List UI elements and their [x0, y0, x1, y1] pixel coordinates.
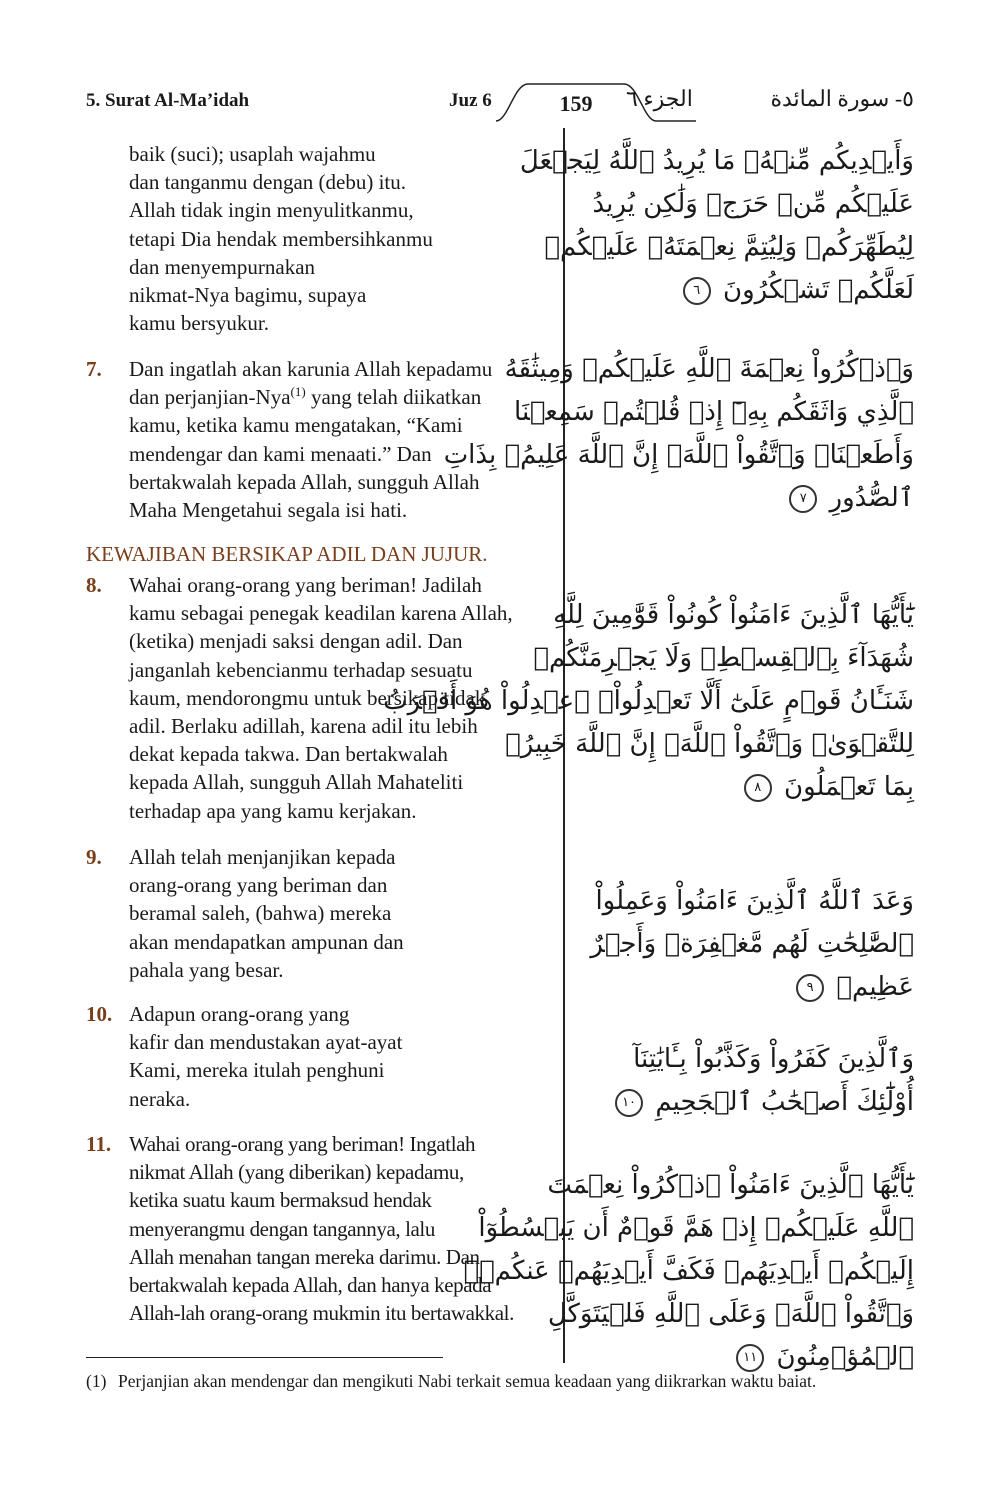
- arabic-line: وَعَدَ ٱللَّهُ ٱلَّذِينَ ءَامَنُواْ وَعَمِلُواْ: [595, 886, 914, 916]
- footnote-reference: (1): [290, 384, 306, 400]
- ayah-9-arabic: [578, 880, 914, 1020]
- translation-text: yang telah diikatkan: [305, 385, 482, 410]
- translation-line: ketika suatu kaum bermaksud hendak: [129, 1188, 432, 1213]
- arabic-text: ٱلۡمُؤۡمِنُونَ: [776, 1342, 914, 1372]
- page-header: [86, 82, 914, 122]
- translation-line: neraka.: [129, 1086, 191, 1111]
- arabic-line: وَأَيۡدِيكُم مِّنۡهُۚ مَا يُرِيدُ ٱللَّهُ لِيَجۡعَلَ: [519, 146, 914, 176]
- ayah-8-arabic: [383, 594, 914, 822]
- section-heading: KEWAJIBAN BERSIKAP ADIL DAN JUJUR.: [86, 542, 488, 566]
- arabic-line: يَٰٓأَيُّهَا ٱلَّذِينَ ءَامَنُواْ كُونُواْ قَوَّٰمِينَ لِلَّهِ: [553, 600, 914, 630]
- translation-line: Maha Mengetahui segala isi hati.: [129, 498, 408, 523]
- arabic-line: ٱلَّذِي وَاثَقَكُم بِهِۦٓ إِذۡ قُلۡتُمۡ سَمِعۡنَا: [514, 397, 914, 427]
- translation-column: [86, 140, 554, 1328]
- ayah-7-arabic: [443, 348, 914, 528]
- arabic-line: ٱلصَّٰلِحَٰتِ لَهُم مَّغۡفِرَةٞ وَأَجۡرٌ: [590, 929, 914, 959]
- ayah-end-marker: ١٠: [615, 1089, 643, 1117]
- translation-line: dekat kepada takwa. Dan bertakwalah: [129, 742, 448, 767]
- translation-line: mendengar dan kami menaati.” Dan: [129, 441, 432, 466]
- translation-line: janganlah kebencianmu terhadap sesuatu: [129, 657, 473, 682]
- translation-line: tetapi Dia hendak membersihkanmu: [129, 226, 433, 251]
- ayah-end-marker: ١١: [736, 1344, 764, 1372]
- footnote-text: Perjanjian akan mendengar dan mengikuti Nabi terkait semua keadaan yang diikrarkan waktu baiat.: [118, 1371, 817, 1391]
- translation-line: kamu bersyukur.: [129, 311, 269, 336]
- arabic-text: أُوْلَٰٓئِكَ أَصۡحَٰبُ ٱلۡجَحِيمِ: [655, 1087, 914, 1117]
- verse-6-continuation: [86, 140, 554, 338]
- verse-10-translation: [86, 1000, 554, 1113]
- arabic-line: لِيُطَهِّرَكُمۡ وَلِيُتِمَّ نِعۡمَتَهُۥ عَلَيۡكُمۡ: [544, 232, 914, 262]
- footnote: [86, 1370, 914, 1393]
- translation-text: dan perjanjian-Nya: [129, 385, 291, 410]
- translation-line: Allah menahan tangan mereka darimu. Dan: [129, 1244, 480, 1269]
- arabic-line: إِلَيۡكُمۡ أَيۡدِيَهُمۡ فَكَفَّ أَيۡدِيَهُمۡ عَنكُمۡۖ: [463, 1256, 914, 1286]
- translation-line: menyerangmu dengan tangannya, lalu: [129, 1216, 435, 1241]
- surah-name-arabic: ٥- سورة المائدة: [770, 86, 914, 111]
- arabic-line: [578, 1081, 914, 1124]
- arabic-line: شَنَـَٔانُ قَوۡمٍ عَلَىٰٓ أَلَّا تَعۡدِلُواْۚ ٱعۡدِلُواْ هُوَ أَقۡرَبُ: [383, 686, 914, 716]
- arabic-line: ٱللَّهِ عَلَيۡكُمۡ إِذۡ هَمَّ قَوۡمٌ أَن يَبۡسُطُوٓاْ: [478, 1213, 914, 1243]
- arabic-line: شُهَدَآءَ بِٱلۡقِسۡطِۖ وَلَا يَجۡرِمَنَّكُمۡ: [533, 643, 914, 673]
- translation-line: nikmat Allah (yang diberikan) kepadamu,: [129, 1160, 464, 1185]
- translation-line: beramal saleh, (bahwa) mereka: [129, 901, 392, 926]
- arabic-line: وَٱلَّذِينَ كَفَرُواْ وَكَذَّبُواْ بِـَٔايَٰتِنَآ: [633, 1044, 914, 1074]
- translation-line: Wahai orang-orang yang beriman! Jadilah: [129, 573, 482, 597]
- arabic-line: لِلتَّقۡوَىٰۖ وَٱتَّقُواْ ٱللَّهَۚ إِنَّ ٱللَّهَ خَبِيرُۢ: [505, 729, 914, 759]
- ayah-11-arabic: [463, 1164, 914, 1384]
- translation-line: Allah-lah orang-orang mukmin itu bertawakkal.: [129, 1301, 514, 1326]
- translation-line: orang-orang yang beriman dan: [129, 873, 388, 898]
- translation-line: Allah tidak ingin menyulitkanmu,: [129, 198, 414, 223]
- verse-number: 11.: [86, 1132, 112, 1156]
- translation-line: bertakwalah kepada Allah, dan hanya kepada: [129, 1273, 492, 1298]
- ayah-end-marker: ٩: [796, 974, 824, 1002]
- ayah-end-marker: ٨: [744, 774, 772, 802]
- ayah-end-marker: ٦: [683, 277, 711, 305]
- page-number: 159: [559, 91, 593, 116]
- translation-line: [129, 383, 554, 411]
- arabic-text: عَظِيمٞ: [836, 972, 914, 1002]
- surah-name-latin: 5. Surat Al-Ma’idah: [86, 90, 250, 111]
- arabic-line: [578, 269, 914, 312]
- arabic-text: ٱلصُّدُورِ: [829, 483, 914, 513]
- verse-number: 7.: [86, 357, 102, 381]
- verse-number: 10.: [86, 1002, 113, 1026]
- footnote-separator: [86, 1357, 443, 1358]
- arabic-line: [578, 966, 914, 1009]
- translation-line: Dan ingatlah akan karunia Allah kepadamu: [129, 357, 493, 381]
- translation-line: Wahai orang-orang yang beriman! Ingatlah: [129, 1132, 476, 1156]
- ayah-end-marker: ٧: [789, 485, 817, 513]
- ayah-6-arabic: [519, 140, 914, 320]
- juz-label-latin: Juz 6: [449, 90, 492, 111]
- arabic-text: بِمَا تَعۡمَلُونَ: [784, 772, 914, 802]
- ayah-10-arabic: [578, 1038, 914, 1138]
- translation-line: terhadap apa yang kamu kerjakan.: [129, 798, 417, 823]
- arabic-line: وَٱذۡكُرُواْ نِعۡمَةَ ٱللَّهِ عَلَيۡكُمۡ وَمِيثَٰقَهُ: [504, 354, 914, 384]
- translation-line: adil. Berlaku adillah, karena adil itu lebih: [129, 714, 478, 739]
- translation-line: baik (suci); usaplah wajahmu: [129, 142, 376, 166]
- verse-number: 8.: [86, 573, 102, 597]
- translation-line: kamu sebagai penegak keadilan karena Allah,: [129, 601, 513, 626]
- translation-line: dan tanganmu dengan (debu) itu.: [129, 170, 406, 195]
- translation-line: kepada Allah, sungguh Allah Mahateliti: [129, 770, 464, 795]
- translation-line: pahala yang besar.: [129, 957, 284, 982]
- footnote-marker: (1): [86, 1371, 107, 1391]
- arabic-line: عَلَيۡكُم مِّنۡ حَرَجٖ وَلَٰكِن يُرِيدُ: [592, 189, 914, 219]
- translation-line: bertakwalah kepada Allah, sungguh Allah: [129, 469, 480, 494]
- translation-line: (ketika) menjadi saksi dengan adil. Dan: [129, 629, 463, 654]
- arabic-line: يَٰٓأَيُّهَا ٱلَّذِينَ ءَامَنُواْ ٱذۡكُرُواْ نِعۡمَتَ: [547, 1170, 914, 1200]
- verse-number: 9.: [86, 845, 102, 869]
- arabic-line: وَأَطَعۡنَاۖ وَٱتَّقُواْ ٱللَّهَۚ إِنَّ ٱللَّهَ عَلِيمُۢ بِذَاتِ: [443, 440, 914, 470]
- arabic-line: وَٱتَّقُواْ ٱللَّهَۚ وَعَلَى ٱللَّهِ فَلۡيَتَوَكَّلِ: [547, 1299, 914, 1329]
- arabic-line: [578, 477, 914, 520]
- translation-line: Adapun orang-orang yang: [129, 1002, 350, 1026]
- translation-line: nikmat-Nya bagimu, supaya: [129, 283, 367, 308]
- translation-line: kamu, ketika kamu mengatakan, “Kami: [129, 413, 463, 438]
- translation-line: akan mendapatkan ampunan dan: [129, 929, 404, 954]
- arabic-text: لَعَلَّكُمۡ تَشۡكُرُونَ: [723, 275, 914, 305]
- arabic-line: [578, 766, 914, 809]
- translation-line: dan menyempurnakan: [129, 254, 316, 279]
- juz-label-arabic: الجزء ٦: [626, 86, 693, 111]
- translation-line: Kami, mereka itulah penghuni: [129, 1058, 385, 1083]
- verse-9-translation: [86, 843, 554, 985]
- translation-line: kafir dan mendustakan ayat-ayat: [129, 1030, 403, 1055]
- translation-line: kaum, mendorongmu untuk bersikap tidak: [129, 685, 486, 710]
- translation-line: Allah telah menjanjikan kepada: [129, 845, 396, 869]
